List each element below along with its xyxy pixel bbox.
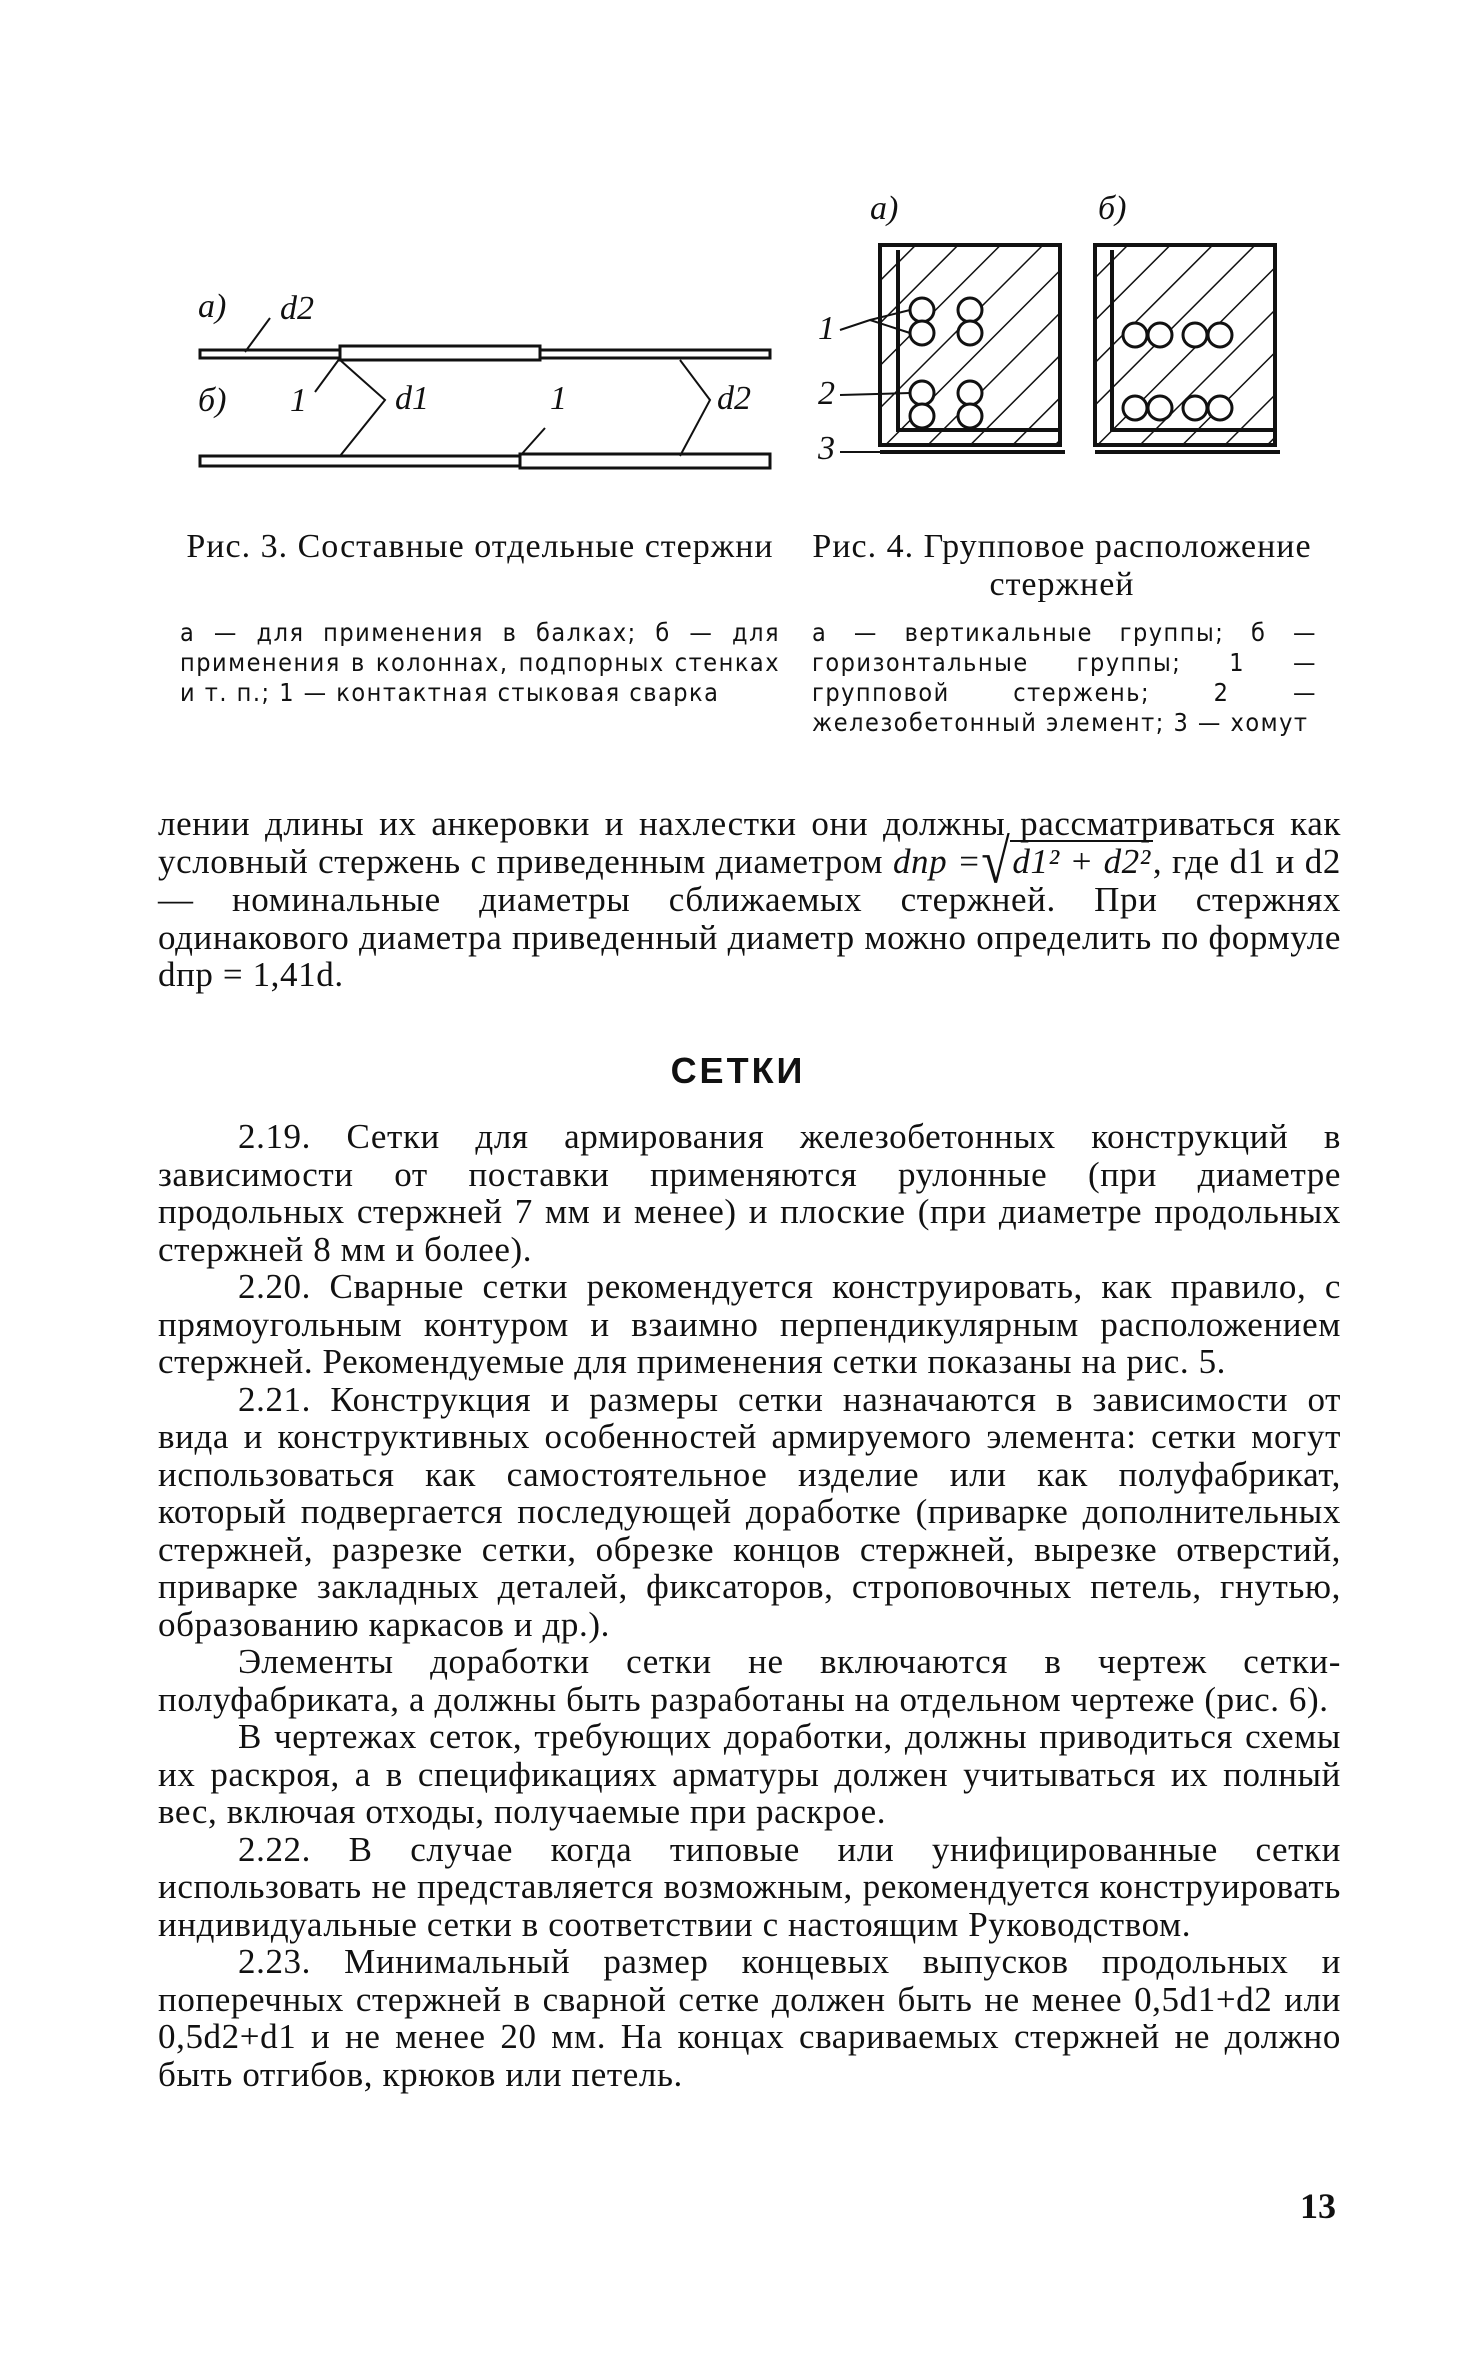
body-text-top — [158, 805, 1341, 994]
formula-radicand: d1² + d2² — [1012, 841, 1151, 881]
text-line: как условный стержень с приведенным диаметром — [158, 804, 1341, 881]
sqrt-icon: √ — [981, 827, 1011, 897]
fig3-mark-1-right: 1 — [550, 380, 567, 417]
figure-4-drawing — [800, 190, 1300, 490]
fig3-label-a: а) — [198, 288, 227, 325]
paragraph-drawings: В чертежах сеток, требующих доработки, должны приводиться схемы их раскроя, а в спецификациях арматуры должен учитываться их полный вес, включая отходы, получаемые при раскрое. — [158, 1717, 1341, 1831]
paragraph-2-22: 2.22. В случае когда типовые или унифицированные сетки использовать не представляется возможным, рекомендуется конструировать индивидуальные сетки в соответствии с настоящим Руководством. — [158, 1829, 1341, 1944]
paragraph-continuation — [158, 805, 1341, 994]
fig3-d1-label: d1 — [395, 380, 429, 417]
fig4-mark-3: 3 — [818, 430, 835, 467]
text-line: , где d1 и d2 — номинальные диаметры сближаемых стержней. При стержнях одинакового диаметра приведенный диаметр можно определить по формуле dпр = 1,41d. — [158, 841, 1341, 994]
text-line: лении длины их анкеровки и нахлестки они должны рассматриваться — [158, 804, 1276, 843]
fig4-mark-1: 1 — [818, 310, 835, 347]
grouped-bars-diagram — [800, 190, 1300, 490]
fig3-d2-top-label: d2 — [280, 290, 314, 327]
fig3-caption-title: Рис. 3. Составные отдельные стержни — [186, 528, 774, 565]
fig4-caption-title: Рис. 4. Групповое расположение стержней — [812, 528, 1312, 603]
fig3-caption-legend: а — для применения в балках; б — для применения в колоннах, подпорных стенках и т. п.; 1 — контактная стыковая сварка — [180, 618, 780, 707]
paragraph-2-19: 2.19. Сетки для армирования железобетонных конструкций в зависимости от поставки применяются рулонные (при диаметре продольных стержней 7 мм и менее) и плоские (при диаметре продольных стержней 8 мм и более). — [158, 1117, 1341, 1269]
page-number: 13 — [1300, 2186, 1336, 2226]
formula-lhs: dпр = — [892, 841, 982, 881]
paragraph-2-21: 2.21. Конструкция и размеры сетки назначаются в зависимости от вида и конструктивных особенностей армируемого элемента: сетки могут использоваться как самостоятельное изделие или как полуфабрикат, который подвергается последующей доработке (приварке дополнительных стержней, разрезке сетки, обрезке концов стержней, вырезке отверстий, приварке закладных деталей, фиксаторов, строповочных петель, гнутью, образованию каркасов и др.). — [158, 1379, 1341, 1644]
section-heading: СЕТКИ — [670, 1050, 806, 1091]
paragraph-2-23: 2.23. Минимальный размер концевых выпусков продольных и поперечных стержней в сварной сетке должен быть не менее 0,5d1+d2 или 0,5d2+d1 и не менее 20 мм. На концах свариваемых стержней не должно быть отгибов, крюков или петель. — [158, 1942, 1341, 2094]
fig4-caption-legend: а — вертикальные группы; б — горизонтальные группы; 1 — групповой стержень; 2 — железобетонный элемент; 3 — хомут — [812, 618, 1317, 737]
fig4-label-a: а) — [870, 190, 899, 227]
body-text-main — [158, 1118, 1341, 2093]
figure-3-drawing — [190, 270, 790, 480]
fig4-mark-2: 2 — [818, 375, 835, 412]
reduced-diameter-formula — [892, 827, 1153, 897]
paragraph-2-20: 2.20. Сварные сетки рекомендуется конструировать, как правило, с прямоугольным контуром и взаимно перпендикулярным расположением стержней. Рекомендуемые для применения сетки показаны на рис. 5. — [158, 1267, 1341, 1381]
fig3-label-b: б) — [198, 382, 227, 419]
paragraph-elements: Элементы доработки сетки не включаются в чертеж сетки-полуфабриката, а должны быть разработаны на отдельном чертеже (рис. 6). — [158, 1642, 1341, 1719]
fig4-label-b: б) — [1098, 190, 1127, 227]
fig3-d2-right-label: d2 — [717, 380, 751, 417]
fig3-mark-1-left: 1 — [290, 382, 307, 419]
